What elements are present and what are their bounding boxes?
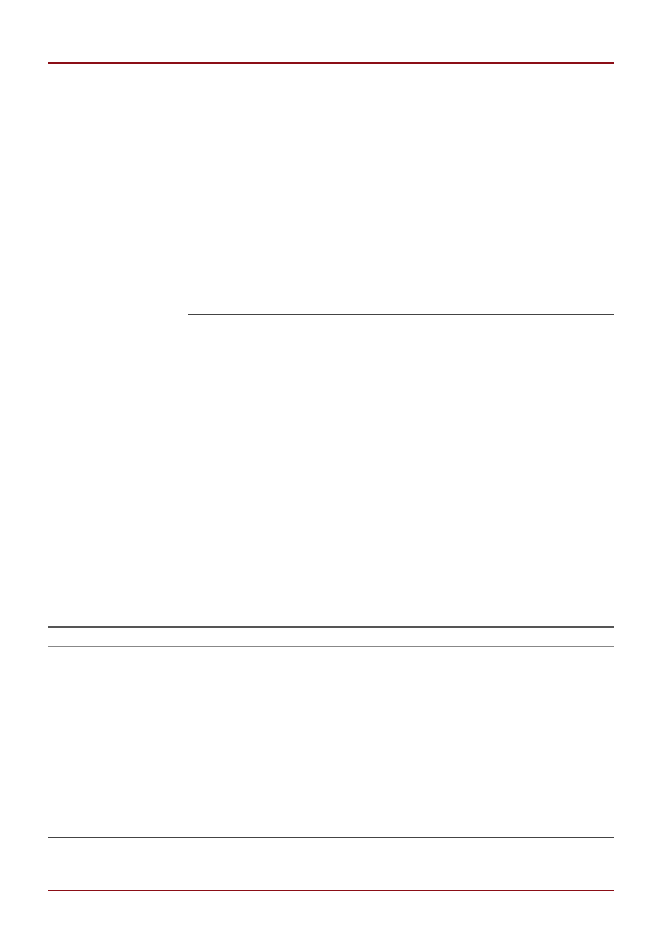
section-title [189, 372, 609, 403]
company-logo [48, 28, 52, 64]
figure-rule-top [48, 626, 614, 628]
source-rule-bottom [48, 837, 614, 838]
header-rule [48, 62, 614, 64]
source-rule [188, 314, 614, 315]
page-header [0, 0, 662, 70]
chart-grain-food [48, 650, 328, 830]
figure-rule-bottom [48, 646, 614, 647]
footer-rule [48, 890, 614, 891]
chart-retail-urban-rural [196, 70, 596, 310]
chart-daily-goods [340, 650, 620, 830]
